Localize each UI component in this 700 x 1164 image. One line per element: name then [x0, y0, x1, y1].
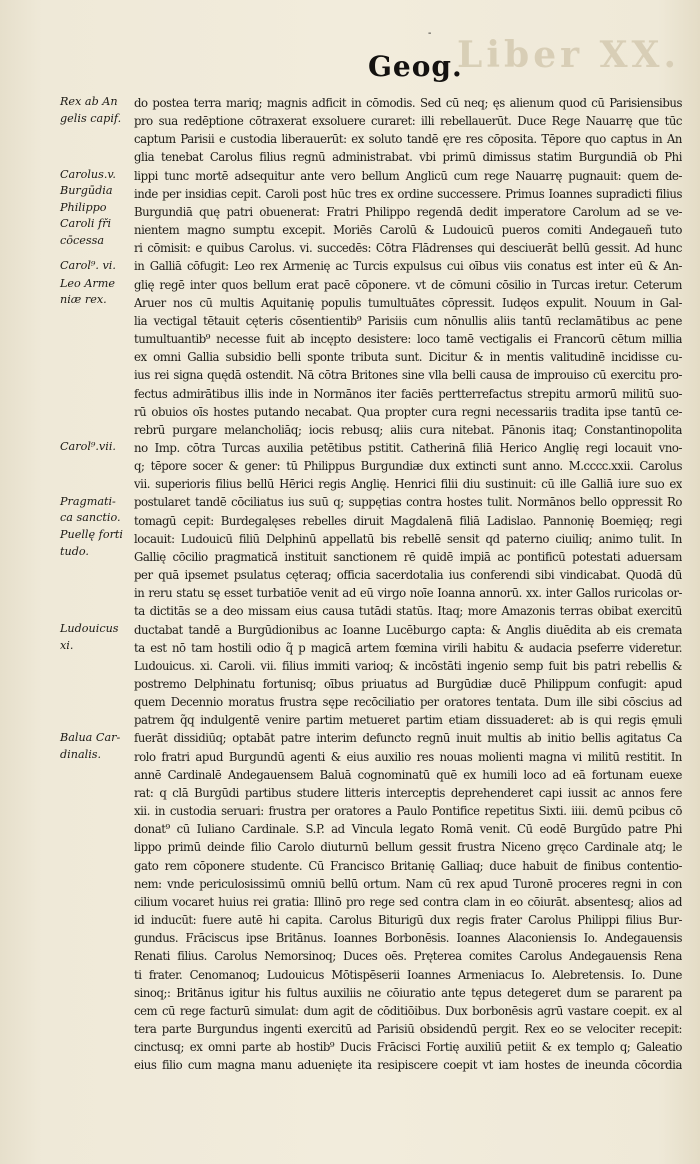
text-line: postremo Delphinatu fortunisq; oībus priuatus ad Burgūdiæ ducē Philippum confugit: apud: [134, 677, 682, 691]
text-line: Renati filius. Carolus Nemorsinoq; Duces oēs. Pręterea comites Carolus Andegauensis Rena: [134, 949, 682, 964]
bleed-through-text: Liber XX.: [457, 34, 680, 76]
text-line: gato rem cōponere studente. Cū Francisco Britanię Galliaq; duce habuit de finibus contentio-: [134, 858, 682, 873]
text-line: cinctusq; ex omni parte ab hostib⁹ Ducis Frācisci Fortię auxiliū petiit & ex templo q; Galeatio: [134, 1040, 682, 1055]
text-line: postularet tandē cōciliatus ius suū q; suppętias contra hostes tulit. Normānos bello oppressit Ro: [134, 495, 682, 510]
text-line: Aruer nos cū multis Aquitanię populis tumultuātes cōpressit. Iudęos expulit. Nouum in Gal-: [134, 295, 682, 310]
text-line: in Galliā cōfugit: Leo rex Armenię ac Turcis expulsus cui oībus viis conatus est inter eū & An-: [134, 259, 682, 274]
text-line: ductabat tandē a Burgūdionibus ac Ioanne Lucēburgo capta: & Anglis diuēdita ab eis cremata: [134, 622, 682, 637]
text-line: donat⁹ cū Iuliano Cardinale. S.P. ad Vincula legato Romā venit. Cū eodē Burgūdo patre Phi: [134, 822, 682, 837]
body-text: [134, 94, 682, 1074]
margin-note: Balua Car- dinalis.: [60, 730, 121, 761]
running-head: Geog.: [368, 50, 463, 83]
text-line: ta est nō tam hostili odio q̃ p magicā artem fœmina virili habitu & audacia pseferre videretur.: [134, 640, 682, 655]
text-line: id inducūt: fuere autē hi capita. Carolus Biturigū dux regis frater Carolus Philippi filius Bur-: [134, 913, 682, 928]
text-line: ta dictitās se a deo missam eius causa tutādi statūs. Itaq; more Amazonis terras obibat exercitū: [134, 604, 682, 619]
text-line: inde per insidias cepit. Caroli post hūc tres ex ordine successere. Primus Ioannes supradicti filius: [134, 186, 682, 201]
text-line: sinoq;: Britānus igitur his fultus auxiliis ne cōiuratio ante tępus detegeret dum se pararent pa: [134, 985, 682, 1000]
margin-note: Carol⁹. vi.: [60, 258, 116, 272]
text-line: vii. superioris filius bellū Hērici regis Anglię. Henrici filii diu sustinuit: cū ille Galliā iure suo ex: [134, 477, 682, 492]
text-line: lia vectigal tētauit cęteris cōsentientib⁹ Parisiis cum nōnullis aliis tantū reclamātibus ac pene: [134, 313, 682, 328]
text-line: nem: vnde periculosissimū omniū bellū ortum. Nam cū rex apud Turonē proceres regni in con: [134, 876, 682, 891]
text-line: tumultuantib⁹ necesse fuit ab incępto desistere: loco tamē vectigalis ei Francorū cētum millia: [134, 332, 682, 347]
text-line: captum Parisii e custodia liberauerūt: ex soluto tandē ęre res cōposita. Tēpore quo captus in An: [134, 132, 682, 147]
text-line: per quā ipsemet psulatus cęteraq; officia sacerdotalia ius conferendi sibi vindicabat. Quodā dū: [134, 568, 682, 583]
text-line: fectus admirātibus illis inde in Normānos iter faciēs pertterrefactus strepitu armorū militū suo-: [134, 386, 682, 401]
text-line: ius rei signa quędā ostendit. Nā cōtra Britones sine vlla belli causa de improuiso cū exercitu pro-: [134, 368, 682, 383]
text-line: quem Decennio moratus frustra sępe recōciliatio per oratores tentata. Dum ille sibi cōscius ad: [134, 695, 682, 710]
text-line: q; tēpore socer & gener: tū Philippus Burgundiæ dux extincti sunt anno. M.cccc.xxii. Carolus: [134, 459, 682, 474]
text-line: ri cōmisit: e quibus Carolus. vi. succedēs: Cōtra Flādrenses qui desciuerāt bellū gessit. Ad hunc: [134, 241, 682, 256]
text-line: locauit: Ludouicū filiū Delphinū appellatū bis rebellē sensit qd paterno ciuiliq; animo tulit. In: [134, 531, 682, 546]
text-line: fuerāt dissidiūq; optabāt patre interim defuncto regnū inuit multis ab initio bellis agitatus Ca: [134, 731, 682, 746]
margin-note: Pragmati- ca sanctio. Puellę forti tudo.: [60, 494, 123, 558]
text-line: xii. in custodia seruari: frustra per oratores a Paulo Pontifice repetitus Sixti. iiii. demū pcibus cō: [134, 804, 682, 819]
text-line: cem cū rege facturū simulat: dum agit de cōditiōibus. Dux borbonēsis agrū vastare coepit. ex al: [134, 1003, 682, 1018]
text-line: Gallię cōcilio pragmatică instituit sanctionem rē quidē impiā ac pontificū potestati aduersam: [134, 549, 682, 564]
text-line: do postea terra mariq; magnis adficit in cōmodis. Sed cū neq; ęs alienum quod cū Parisiensibus: [134, 96, 682, 110]
text-line: rū obuios oīs hostes putando necabat. Qua propter cura regni necessariis tradita ipse tantū ce-: [134, 404, 682, 419]
text-line: cilium vocaret huius rei gratia: Illinō pro rege sed contra clam in eo cōiurāt. absentesq; alios ad: [134, 894, 682, 909]
text-line: Ludouicus. xi. Caroli. vii. filius immiti varioq; & incōstāti ingenio semp fuit bis patri rebellis &: [134, 658, 682, 673]
text-line: in reru statu sę esset turbatiōe venit ad eū virgo noīe Ioanna annorū. xx. inter Gallos ruricolas or-: [134, 586, 682, 601]
text-line: glia tenebat Carolus filius regnū administrabat. vbi primū dimissus statim Burgundiā ob Phi: [134, 150, 682, 165]
text-line: nientem magno sumptu excepit. Moriēs Carolū & Ludouicū pueros comiti Andegaueñ tuto: [134, 223, 682, 238]
text-line: glię regē inter quos bellum erat pacē cōponere. vt de cōmuni cōsilio in Turcas iretur. Ceterum: [134, 277, 682, 292]
margin-note: Ludouicus xi.: [60, 621, 119, 652]
text-line: tomagū cepit: Burdegalęses rebelles diruit Magdalenā filiā Ladislao. Pannonię Boemięq; regi: [134, 513, 682, 528]
text-line: patrem q̃q indulgentē venire partim metueret partim etiam dissuaderet: ab is qui regis ęmuli: [134, 713, 682, 728]
top-mark: -: [428, 28, 432, 39]
text-line: lippo primū deinde filio Carolo diuturnū bellum gessit frustra Niceno gręco Cardinale atq; le: [134, 840, 682, 855]
text-line: tera parte Burgundus ingenti exercitū ad Parisiū obsidendū pergit. Rex eo se velociter recepit:: [134, 1021, 682, 1036]
text-line: annē Cardinalē Andegauensem Baluā cognominatū quē ex humili loco ad eā fortunam euexe: [134, 767, 682, 782]
text-line: eius filio cum magna manu aduenięte ita resipiscere coepit vt iam hostes de ineunda cōcordia: [134, 1058, 682, 1073]
text-line: rat: q clā Burgūdi partibus studere litteris interceptis deprehenderet capi iussit ac annos fere: [134, 785, 682, 800]
text-line: gundus. Frāciscus ipse Britānus. Ioannes Borbonēsis. Ioannes Alaconiensis Io. Andegauensis: [134, 931, 682, 946]
text-line: ti frater. Cenomanoq; Ludouicus Mōtispēserii Ioannes Armeniacus Io. Alebretensis. Io. Dune: [134, 967, 682, 982]
text-line: rolo fratri apud Burgundū agenti & eius auxilio res nouas molienti magna vi militū restitit. In: [134, 749, 682, 764]
margin-note: Carol⁹.vii.: [60, 440, 116, 454]
text-line: pro sua redēptione cōtraxerat exsoluere curaret: illi rebellauerūt. Duce Rege Nauarrę que tūc: [134, 114, 682, 129]
margin-note: Carolus.v. Burgūdia Philippo Caroli fři cōcessa: [60, 167, 116, 248]
text-line: ex omni Gallia subsidio belli sponte tributa sunt. Dicitur & in mentis valitudinē incidisse cu-: [134, 350, 682, 365]
margin-note: Leo Arme niæ rex.: [60, 276, 115, 307]
text-line: rebrū purgare melancholiāq; iocis rebusq; aliis cura nitebat. Pānonis itaq; Constantinopolita: [134, 422, 682, 437]
text-line: Burgundiā quę patri obuenerat: Fratri Philippo regendā dedit imperatore Carolum ad se ve-: [134, 204, 682, 219]
margin-note: Rex ab An gelis capif.: [60, 95, 122, 125]
text-line: no Imp. cōtra Turcas auxilia petētibus pstitit. Catherinā filiā Herico Anglię regi locauit vno-: [134, 440, 682, 455]
text-line: lippi tunc mortē adsequitur ante vero bellum Anglicū cum rege Nauarrę pugnauit: quem de-: [134, 168, 682, 183]
